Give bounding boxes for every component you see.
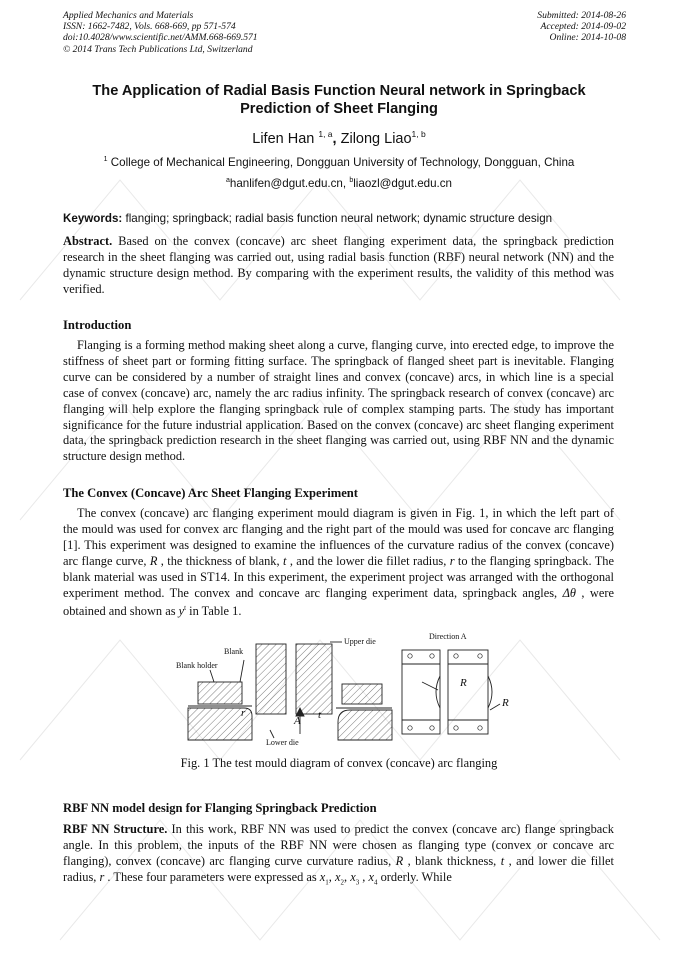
rbf-comma-1: ,	[328, 869, 335, 884]
plan-right	[448, 650, 488, 734]
rbf-text-5: orderly. While	[377, 869, 452, 884]
symbol-y: y	[178, 604, 185, 619]
authors	[0, 129, 678, 147]
journal-header-right	[537, 10, 626, 44]
rbf-x1: x	[319, 869, 326, 884]
rbf-label: RBF NN Structure.	[63, 822, 168, 836]
plan-left	[402, 650, 440, 734]
experiment-paragraph	[63, 506, 614, 620]
rbf-comma-3: ,	[359, 869, 369, 884]
symbol-t: t	[282, 553, 287, 568]
leader-R-left	[422, 682, 438, 690]
rbf-x4-sub: 4	[374, 878, 378, 887]
experiment-text-5: , were obtained and shown as	[63, 585, 615, 619]
bolt-hole	[454, 726, 458, 730]
label-R-left: R	[460, 677, 467, 689]
rbf-x4: x	[368, 869, 374, 884]
email-b-sup: b	[349, 177, 354, 184]
affiliation	[0, 156, 678, 169]
label-direction-a: Direction A	[429, 632, 467, 641]
keywords-label: Keywords:	[63, 212, 123, 225]
bolt-hole	[430, 654, 434, 658]
rbf-symbol-R: R	[395, 853, 404, 868]
author-emails	[0, 177, 678, 190]
leader-blank	[240, 660, 244, 682]
title-line-1: The Application of Radial Basis Function Neural network in Springback	[92, 83, 586, 99]
copyright-line: © 2014 Trans Tech Publications Ltd, Switzerland	[63, 43, 253, 55]
rbf-x3-sub: 3	[355, 878, 360, 887]
plan-convex-arc	[436, 676, 440, 708]
affiliation-sup: 1	[103, 156, 108, 163]
experiment-text-3: , and the lower die fillet radius,	[286, 553, 450, 568]
rbf-symbol-t: t	[500, 853, 505, 868]
bolt-hole	[478, 726, 482, 730]
figure-caption: Fig. 1 The test mould diagram of convex (concave) arc flanging	[180, 756, 498, 770]
intro-heading: Introduction	[63, 318, 132, 332]
label-t: t	[318, 709, 322, 721]
author-1-sup: 1, a	[318, 129, 333, 139]
plan-concave-arc	[488, 676, 492, 708]
rbf-x1-sub: 1	[325, 878, 329, 887]
author-2-sup: 1, b	[411, 129, 426, 139]
experiment-text-1: The convex (concave) arc flanging experiment mould diagram is given in Fig. 1, in which the left part of the mould was used for convex arc flanging and the right part of the mould was used for concave arc flanging [1]. This experiment was designed to examine the influences of the curvature radius of the convex (concave) arc flange curve,	[63, 506, 614, 568]
leader-holder	[210, 670, 214, 682]
bolt-hole	[408, 726, 412, 730]
rbf-text-4: . These four parameters were expressed as	[104, 869, 320, 884]
experiment-text-2: , the thickness of blank,	[157, 553, 283, 568]
experiment-heading: The Convex (Concave) Arc Sheet Flanging Experiment	[63, 486, 358, 500]
lower-die-right	[338, 710, 392, 740]
title-line-2: Prediction of Sheet Flanging	[240, 101, 438, 117]
symbol-delta-theta: Δθ	[562, 585, 576, 600]
label-R-right: R	[502, 697, 509, 709]
blank-holder-right	[342, 684, 382, 704]
email-a-sup: a	[225, 177, 230, 184]
symbol-R: R	[149, 553, 158, 568]
author-2-name: Zilong Liao	[340, 131, 412, 147]
leader-R-right	[490, 704, 500, 710]
symbol-r: r	[449, 553, 455, 568]
upper-die-left	[256, 644, 286, 714]
online-date: Online: 2014-10-08	[549, 32, 626, 44]
journal-name: Applied Mechanics and Materials	[63, 10, 194, 21]
journal-header-left	[63, 10, 258, 55]
mould-diagram	[170, 630, 520, 752]
label-r: r	[241, 707, 246, 719]
rbf-x2-sub: 2	[340, 878, 344, 887]
label-blank-holder: Blank holder	[176, 661, 218, 670]
issn-line: ISSN: 1662-7482, Vols. 668-669, pp 571-574	[63, 21, 236, 33]
rbf-text-1: In this work, RBF NN was used to predict the convex (concave arc) flange springback angle. In this problem, the inputs of the RBF NN were chosen as flanging type (convex or concave arc flanging), convex (concave) arc flanging curve curvature radius,	[63, 822, 614, 868]
experiment-text-4: to the flanging springback. The blank material was used in ST14. In this experiment, the experiment project was arranged with the orthogonal experiment method. The convex and concave arc flanging experiment data, springback angles,	[63, 553, 615, 600]
bolt-hole	[408, 654, 412, 658]
accepted-date: Accepted: 2014-09-02	[540, 21, 626, 33]
abstract-text: Based on the convex (concave) arc sheet flanging experiment data, the springback prediction research in the sheet flanging was carried out, using radial basis function (RBF) neural network (NN) and the dynamic structure design method. By comparing with the experiment results, the validity of this method was verified.	[63, 234, 614, 296]
doi-line: doi:10.4028/www.scientific.net/AMM.668-669.571	[63, 32, 258, 44]
experiment-text-6: in Table 1.	[186, 604, 242, 619]
bolt-hole	[478, 654, 482, 658]
label-upper-die: Upper die	[344, 637, 376, 646]
leader-lower-die	[270, 730, 274, 738]
rbf-text-3: , and lower die fillet radius,	[63, 853, 614, 884]
keywords-text: flanging; springback; radial basis function neural network; dynamic structure design	[122, 212, 553, 225]
bolt-hole	[430, 726, 434, 730]
rbf-x3: x	[350, 869, 356, 884]
rbf-paragraph	[63, 822, 614, 891]
paper-title	[40, 82, 638, 118]
symbol-y-sup: t	[184, 604, 187, 613]
intro-paragraph: Flanging is a forming method making sheet along a curve, flanging curve, into erected edge, to improve the stiffness of sheet part or forming fitting surface. The springback of flanged sheet part is inevitable. Flanging curve can be considered by a number of straight lines and convex (concave) arcs, in which line is a special case of convex (concave) arc, namely the arc radius infinity. The springback research of convex (concave) arc flanging will help explore the flanging springback rule of complex stamping parts. The study has important significance for the future industrial application. Based on the convex (concave) arc sheet flanging experiment data, the springback prediction research in the sheet flanging was carried out, using RBF NN and the dynamic structure design method.	[63, 338, 614, 464]
rbf-x2: x	[335, 869, 341, 884]
email-b[interactable]: liaozl@dgut.edu.cn	[353, 177, 453, 190]
label-lower-die: Lower die	[266, 738, 299, 747]
label-blank: Blank	[224, 647, 244, 656]
bolt-hole	[454, 654, 458, 658]
affiliation-text: College of Mechanical Engineering, Dongguan University of Technology, Dongguan, China	[107, 156, 575, 169]
upper-die-right	[296, 644, 332, 714]
rbf-text-2: , blank thickness,	[403, 853, 501, 868]
blank-holder-left	[198, 682, 242, 704]
rbf-heading: RBF NN model design for Flanging Springback Prediction	[63, 801, 377, 815]
abstract	[63, 234, 614, 298]
abstract-label: Abstract.	[63, 234, 113, 248]
rbf-comma-2: ,	[344, 869, 351, 884]
email-a[interactable]: hanlifen@dgut.edu.cn,	[229, 177, 350, 190]
keywords	[63, 212, 623, 225]
label-A: A	[294, 715, 301, 727]
author-separator: ,	[332, 131, 341, 147]
author-1-name: Lifen Han	[252, 131, 319, 147]
submitted-date: Submitted: 2014-08-26	[537, 10, 626, 21]
rbf-symbol-r: r	[99, 869, 105, 884]
